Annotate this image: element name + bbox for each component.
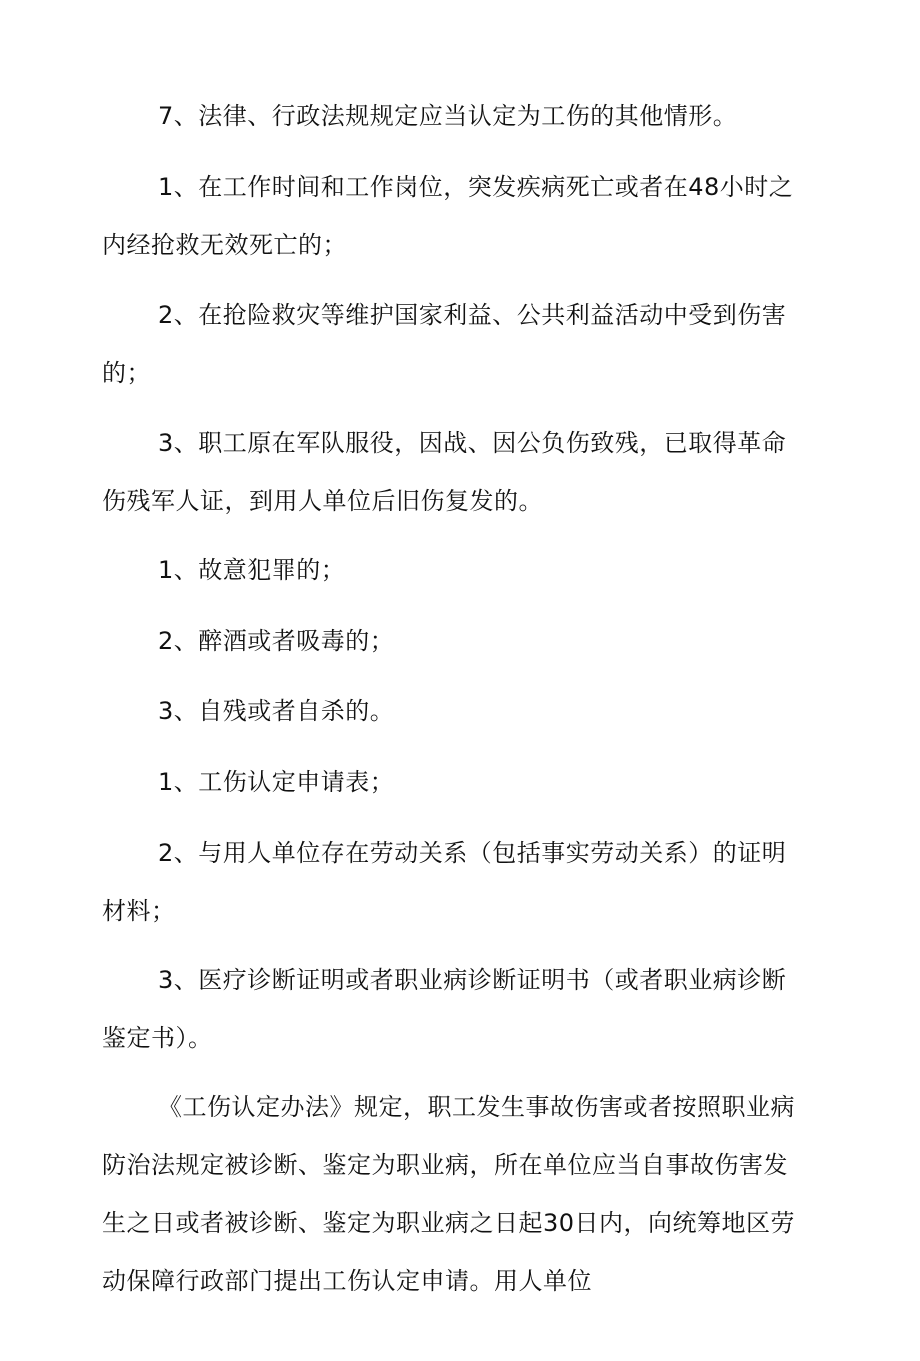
paragraph-drunk-drugs: 2、醉酒或者吸毒的； [158,627,395,655]
paragraph-intentional-crime: 1、故意犯罪的； [158,556,346,584]
paragraph-self-harm: 3、自残或者自杀的。 [158,697,395,725]
paragraph-work-injury-regulation: 《工伤认定办法》规定，职工发生事故伤害或者按照职业病防治法规定被诊断、鉴定为职业病，所在单位应当自事故伤害发生之日或者被诊断、鉴定为职业病之日起30日内，向统筹地区劳动保障行政部门提出工伤认定申请。用人单位 [102,1093,796,1295]
paragraph-work-injury-other: 7、法律、行政法规规定应当认定为工伤的其他情形。 [158,102,738,130]
paragraph-labor-relation-proof: 2、与用人单位存在劳动关系（包括事实劳动关系）的证明材料； [102,839,787,925]
paragraph-application-form: 1、工伤认定申请表； [158,768,395,796]
paragraph-military-injury: 3、职工原在军队服役，因战、因公负伤致残，已取得革命伤残军人证，到用人单位后旧伤复发的。 [102,429,787,515]
paragraph-disaster-rescue: 2、在抢险救灾等维护国家利益、公共利益活动中受到伤害的； [102,301,787,387]
paragraph-medical-certificate: 3、医疗诊断证明或者职业病诊断证明书（或者职业病诊断鉴定书）。 [102,966,787,1052]
paragraph-sudden-illness: 1、在工作时间和工作岗位，突发疾病死亡或者在48小时之内经抢救无效死亡的； [102,173,794,259]
